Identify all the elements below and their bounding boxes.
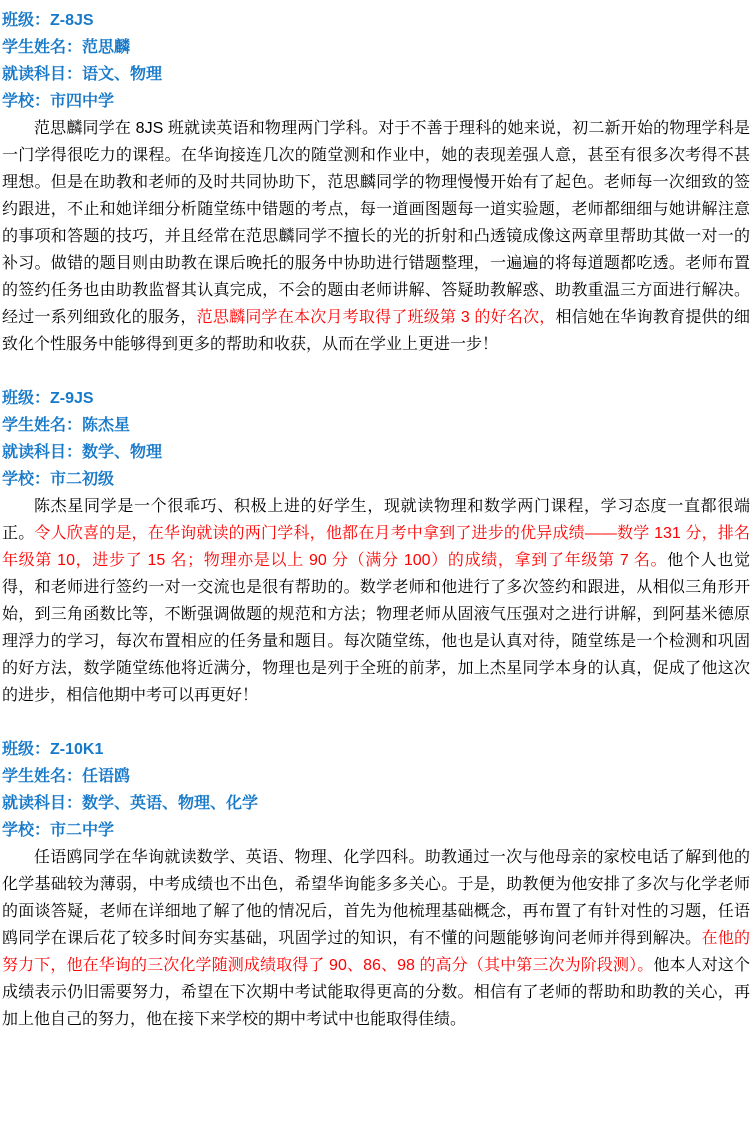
class-label: 班级： xyxy=(2,390,51,407)
paragraph-text-after: 相信她在华询教育提供的细致化个性服务中能够得到更多的帮助和收获，从而在学业上更进一步！ xyxy=(2,309,750,353)
subjects-label: 就读科目： xyxy=(2,66,83,83)
report-paragraph xyxy=(2,844,750,1033)
school-line xyxy=(2,88,750,115)
student-report-section-1 xyxy=(2,7,750,358)
paragraph-text-after: 他本人对这个成绩表示仍旧需要努力，希望在下次期中考试能取得更高的分数。相信有了老师的帮助和助教的关心，再加上他自己的努力，他在接下来学校的期中考试中也能取得佳绩。 xyxy=(2,957,750,1028)
school-label: 学校： xyxy=(2,471,51,488)
subjects-line xyxy=(2,439,750,466)
school-value: 市四中学 xyxy=(50,93,115,110)
class-label: 班级： xyxy=(2,741,51,758)
school-line xyxy=(2,466,750,493)
student-report-section-2 xyxy=(2,385,750,709)
class-value: Z-10K1 xyxy=(50,741,104,758)
class-value: Z-8JS xyxy=(50,12,94,29)
paragraph-text-before: 范思麟同学在 8JS 班就读英语和物理两门学科。对于不善于理科的她来说，初二新开始的物理学科是一门学得很吃力的课程。在华询接连几次的随堂测和作业中，她的表现差强人意，甚至有很多次考得不甚理想。但是在助教和老师的及时共同协助下，范思麟同学的物理慢慢开始有了起色。老师每一次细致的签约跟进，不止和她详细分析随堂练中错题的考点，每一道画图题每一道实验题，老师都细细与她讲解注意的事项和答题的技巧，并且经常在范思麟同学不擅长的光的折射和凸透镜成像这两章里帮助其做一对一的补习。做错的题目则由助教在课后晚托的服务中协助进行错题整理，一遍遍的将每道题都吃透。老师布置的签约任务也由助教监督其认真完成，不会的题由老师讲解、答疑助教解惑、助教重温三方面进行解决。经过一系列细致化的服务， xyxy=(2,120,750,326)
student-name-line xyxy=(2,34,750,61)
school-value: 市二初级 xyxy=(50,471,115,488)
school-value: 市二中学 xyxy=(50,822,115,839)
highlight-text: 范思麟同学在本次月考取得了班级第 3 的好名次， xyxy=(196,309,556,326)
report-paragraph xyxy=(2,493,750,709)
class-line xyxy=(2,736,750,763)
class-line xyxy=(2,7,750,34)
school-label: 学校： xyxy=(2,822,51,839)
student-name-value: 任语鸥 xyxy=(82,768,131,785)
student-name-line xyxy=(2,412,750,439)
paragraph-text-before: 任语鸥同学在华询就读数学、英语、物理、化学四科。助教通过一次与他母亲的家校电话了解到他的化学基础较为薄弱，中考成绩也不出色，希望华询能多多关心。于是，助教便为他安排了多次与化学老师的面谈答疑，老师在详细地了解了他的情况后，首先为他梳理基础概念，再布置了有针对性的习题，任语鸥同学在课后花了较多时间夯实基础，巩固学过的知识，有不懂的问题能够询问老师并得到解决。 xyxy=(2,849,750,947)
subjects-value: 数学、英语、物理、化学 xyxy=(82,795,259,812)
subjects-line xyxy=(2,790,750,817)
highlight-text: 在他的努力下，他在华询的三次化学随测成绩取得了 90、86、98 的高分（其中第三次为阶段测）。 xyxy=(2,930,750,974)
class-value: Z-9JS xyxy=(50,390,94,407)
class-label: 班级： xyxy=(2,12,51,29)
highlight-text: 令人欣喜的是，在华询就读的两门学科，他都在月考中拿到了进步的优异成绩——数学 131 分，排名年级第 10，进步了 15 名；物理亦是以上 90 分（满分 100）的成绩，拿到了年级第 7 名。 xyxy=(2,525,750,569)
class-line xyxy=(2,385,750,412)
subjects-label: 就读科目： xyxy=(2,444,83,461)
student-name-line xyxy=(2,763,750,790)
student-name-label: 学生姓名： xyxy=(2,39,83,56)
report-paragraph xyxy=(2,115,750,358)
student-name-value: 范思麟 xyxy=(82,39,131,56)
subjects-label: 就读科目： xyxy=(2,795,83,812)
student-report-section-3 xyxy=(2,736,750,1033)
subjects-value: 数学、物理 xyxy=(82,444,163,461)
paragraph-text-after: 他个人也觉得，和老师进行签约一对一交流也是很有帮助的。数学老师和他进行了多次签约和跟进，从相似三角形开始，到三角函数比等，不断强调做题的规范和方法；物理老师从固液气压强对之进行讲解，到阿基米德原理浮力的学习，每次布置相应的任务量和题目。每次随堂练，他也是认真对待，随堂练是一个检测和巩固的好方法，数学随堂练他将近满分，物理也是列于全班的前茅，加上杰星同学本身的认真，促成了他这次的进步，相信他期中考可以再更好！ xyxy=(2,552,750,704)
school-label: 学校： xyxy=(2,93,51,110)
student-name-label: 学生姓名： xyxy=(2,417,83,434)
student-name-label: 学生姓名： xyxy=(2,768,83,785)
subjects-line xyxy=(2,61,750,88)
school-line xyxy=(2,817,750,844)
paragraph-text-before: 陈杰星同学是一个很乖巧、积极上进的好学生，现就读物理和数学两门课程，学习态度一直都很端正。 xyxy=(2,498,750,542)
student-name-value: 陈杰星 xyxy=(82,417,131,434)
subjects-value: 语文、物理 xyxy=(82,66,163,83)
